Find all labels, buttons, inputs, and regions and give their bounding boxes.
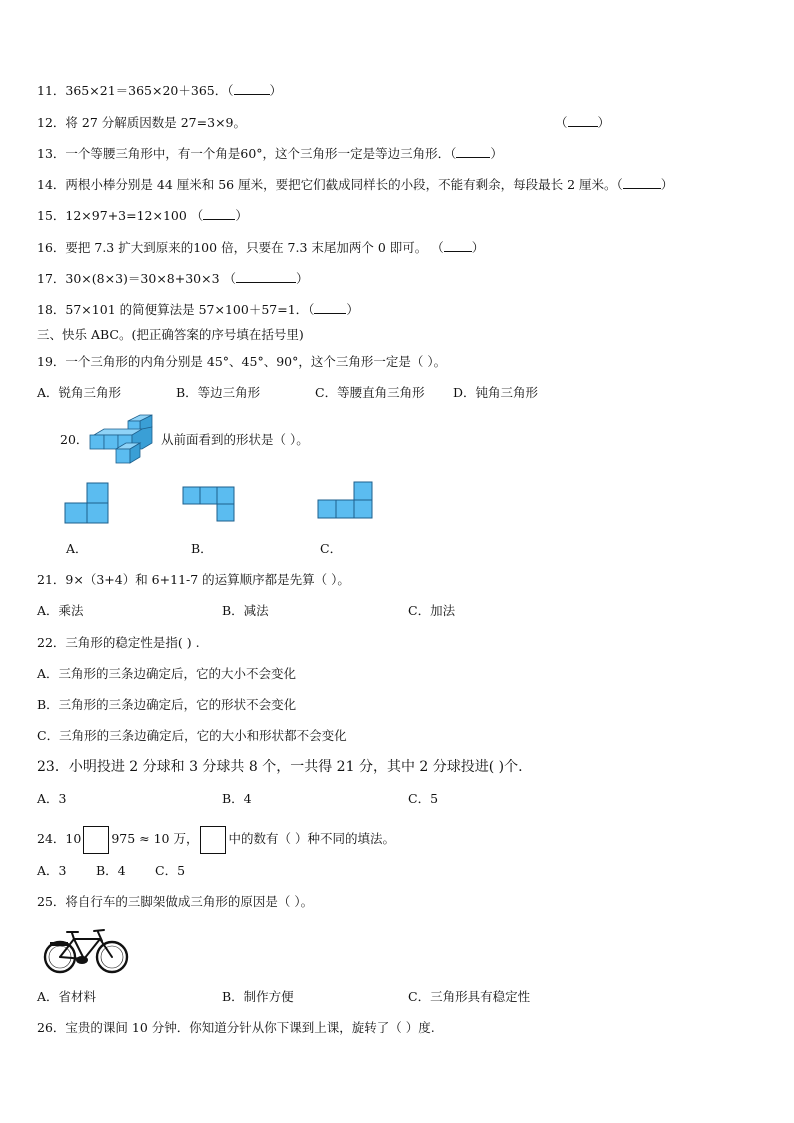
- answer-blank-16[interactable]: [444, 239, 472, 252]
- q23-option-c[interactable]: C．5: [408, 791, 439, 806]
- question-11-text: 11．365×21＝365×20＋365．（: [37, 83, 234, 98]
- q21-option-c[interactable]: C．加法: [408, 603, 456, 618]
- cube-stack-figure: [88, 413, 158, 465]
- q23-option-b[interactable]: B．4: [222, 791, 252, 806]
- answer-blank-11[interactable]: [234, 82, 270, 95]
- q23-option-a[interactable]: A．3: [37, 791, 67, 806]
- q21-option-b[interactable]: B．减法: [222, 603, 269, 618]
- answer-blank-14[interactable]: [623, 176, 661, 189]
- answer-blank-15[interactable]: [203, 207, 235, 220]
- question-17: 17．30×(8×3)＝30×8+30×3 （ ）: [37, 271, 309, 286]
- question-13: 13．一个等腰三角形中，有一个角是60°，这个三角形一定是等边三角形．（ ）: [37, 146, 503, 161]
- q20-option-a-figure[interactable]: [64, 482, 110, 524]
- q19-option-d[interactable]: D．钝角三角形: [453, 385, 539, 400]
- q20-option-c-figure[interactable]: [316, 481, 374, 521]
- question-24-suffix: 中的数有（ ）种不同的填法。: [228, 831, 395, 846]
- question-15: 15．12×97+3=12×100 （ ）: [37, 208, 248, 223]
- question-21: 21．9×（3+4）和 6+11-7 的运算顺序都是先算（ ）。: [37, 572, 350, 587]
- question-15-text: 15．12×97+3=12×100 （: [37, 208, 204, 223]
- q22-option-a[interactable]: A．三角形的三条边确定后，它的大小不会变化: [37, 666, 297, 681]
- question-19: 19．一个三角形的内角分别是 45°、45°、90°，这个三角形一定是（ ）。: [37, 354, 447, 369]
- q19-option-c[interactable]: C．等腰直角三角形: [315, 385, 425, 400]
- question-24-middle: 975 ≈ 10 万，: [111, 831, 199, 846]
- q21-option-a[interactable]: A．乘法: [37, 603, 84, 618]
- question-26: 26．宝贵的课间 10 分钟．你知道分针从你下课到上课，旋转了（ ）度.: [37, 1020, 435, 1035]
- question-18: 18．57×101 的简便算法是 57×100＋57=1．（ ）: [37, 302, 359, 317]
- q25-option-b[interactable]: B．制作方便: [222, 989, 294, 1004]
- question-22: 22．三角形的稳定性是指( ) .: [37, 635, 200, 650]
- question-11: 11．365×21＝365×20＋365．（ ）: [37, 83, 283, 98]
- q20-option-b-figure[interactable]: [182, 486, 236, 522]
- q25-option-a[interactable]: A．省材料: [37, 989, 97, 1004]
- question-16-text: 16．要把 7.3 扩大到原来的100 倍，只要在 7.3 末尾加两个 0 即可。 （: [37, 240, 444, 255]
- question-14: 14．两根小棒分别是 44 厘米和 56 厘米，要把它们截成同样长的小段，不能有剩余，每段最长 2 厘米。（ ）: [37, 177, 674, 192]
- q24-option-a[interactable]: A．3: [37, 863, 67, 878]
- digit-box[interactable]: [83, 826, 109, 854]
- section-three-heading: 三、快乐 ABC。(把正确答案的序号填在括号里): [37, 327, 304, 342]
- question-23: 23．小明投进 2 分球和 3 分球共 8 个，一共得 21 分，其中 2 分球投进( )个.: [37, 759, 523, 775]
- q19-option-a[interactable]: A．锐角三角形: [37, 385, 122, 400]
- q20-option-b[interactable]: B．: [191, 541, 213, 556]
- question-24-prefix: 24．10: [37, 831, 82, 846]
- answer-blank-18[interactable]: [314, 301, 346, 314]
- digit-box-reference: [200, 826, 226, 854]
- question-12-text: 12．将 27 分解质因数是 27=3×9。: [37, 115, 246, 130]
- answer-blank-17[interactable]: [236, 270, 296, 283]
- q25-option-c[interactable]: C．三角形具有稳定性: [408, 989, 531, 1004]
- q22-option-b[interactable]: B．三角形的三条边确定后，它的形状不会变化: [37, 697, 297, 712]
- question-24: [37, 825, 395, 854]
- answer-blank-13[interactable]: [456, 145, 490, 158]
- question-14-text: 14．两根小棒分别是 44 厘米和 56 厘米，要把它们截成同样长的小段，不能有剩余，每段最长 2 厘米。（: [37, 177, 623, 192]
- q22-option-c[interactable]: C．三角形的三条边确定后，它的大小和形状都不会变化: [37, 728, 347, 743]
- q24-option-c[interactable]: C．5: [155, 863, 186, 878]
- question-16: 16．要把 7.3 扩大到原来的100 倍，只要在 7.3 末尾加两个 0 即可。 （ ）: [37, 240, 485, 255]
- q19-option-b[interactable]: B．等边三角形: [176, 385, 261, 400]
- question-12-answer: （ ）: [555, 115, 611, 130]
- question-20-number: 20．: [60, 432, 89, 447]
- question-20-text: 从前面看到的形状是（ ）。: [161, 432, 309, 447]
- question-25: 25．将自行车的三脚架做成三角形的原因是（ ）。: [37, 894, 314, 909]
- question-13-text: 13．一个等腰三角形中，有一个角是60°，这个三角形一定是等边三角形．（: [37, 146, 457, 161]
- q24-option-b[interactable]: B．4: [96, 863, 126, 878]
- answer-blank-12[interactable]: [568, 114, 598, 127]
- bicycle-image: [42, 924, 130, 976]
- question-18-text: 18．57×101 的简便算法是 57×100＋57=1．（: [37, 302, 315, 317]
- q20-option-a[interactable]: A．: [66, 541, 88, 556]
- q20-option-c[interactable]: C．: [320, 541, 343, 556]
- question-12: [37, 114, 246, 132]
- question-17-text: 17．30×(8×3)＝30×8+30×3 （: [37, 271, 237, 286]
